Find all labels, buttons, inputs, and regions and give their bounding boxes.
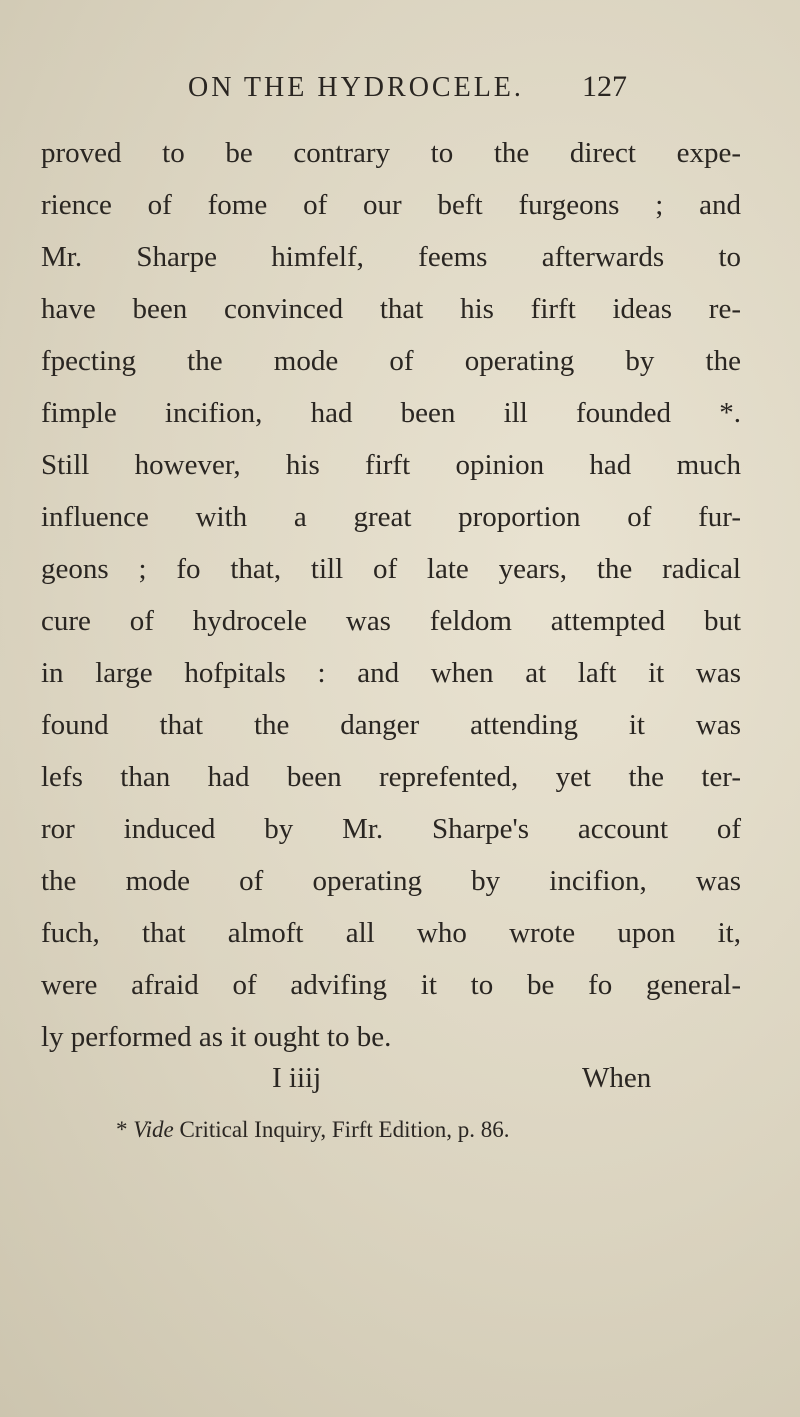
text-line: fimple incifion, had been ill founded *.	[41, 397, 741, 429]
text-line: Mr. Sharpe himfelf, feems afterwards to	[41, 241, 741, 273]
text-line: geons ; fo that, till of late years, the radical	[41, 553, 741, 585]
footnote-text: Critical Inquiry, Firft Edition, p. 86.	[179, 1117, 510, 1142]
text-line: influence with a great proportion of fur-	[41, 501, 741, 533]
text-line: cure of hydrocele was feldom attempted but	[41, 605, 741, 637]
signature-mark: I iiij	[272, 1062, 322, 1094]
text-line: ly performed as it ought to be.	[41, 1021, 392, 1053]
text-line: in large hofpitals : and when at laft it was	[41, 657, 741, 689]
text-line: rience of fome of our beft furgeons ; and	[41, 189, 741, 221]
running-title: ON THE HYDROCELE.	[188, 72, 524, 103]
text-line: the mode of operating by incifion, was	[41, 865, 741, 897]
page-number: 127	[582, 70, 627, 103]
text-line: found that the danger attending it was	[41, 709, 741, 741]
text-line: lefs than had been reprefented, yet the ter-	[41, 761, 741, 793]
page-foot-marks	[0, 1062, 800, 1112]
body-text	[41, 127, 741, 1063]
footnote	[116, 1117, 756, 1143]
text-line: fpecting the mode of operating by the	[41, 345, 741, 377]
catchword: When	[582, 1062, 652, 1094]
footnote-vide: Vide	[133, 1117, 174, 1142]
text-line: Still however, his firft opinion had much	[41, 449, 741, 481]
text-line: were afraid of advifing it to be fo general-	[41, 969, 741, 1001]
text-line: proved to be contrary to the direct expe-	[41, 137, 741, 169]
footnote-marker: *	[116, 1117, 128, 1142]
text-line: ror induced by Mr. Sharpe's account of	[41, 813, 741, 845]
running-head	[0, 72, 800, 112]
text-line: have been convinced that his firft ideas re-	[41, 293, 741, 325]
text-line: fuch, that almoft all who wrote upon it,	[41, 917, 741, 949]
